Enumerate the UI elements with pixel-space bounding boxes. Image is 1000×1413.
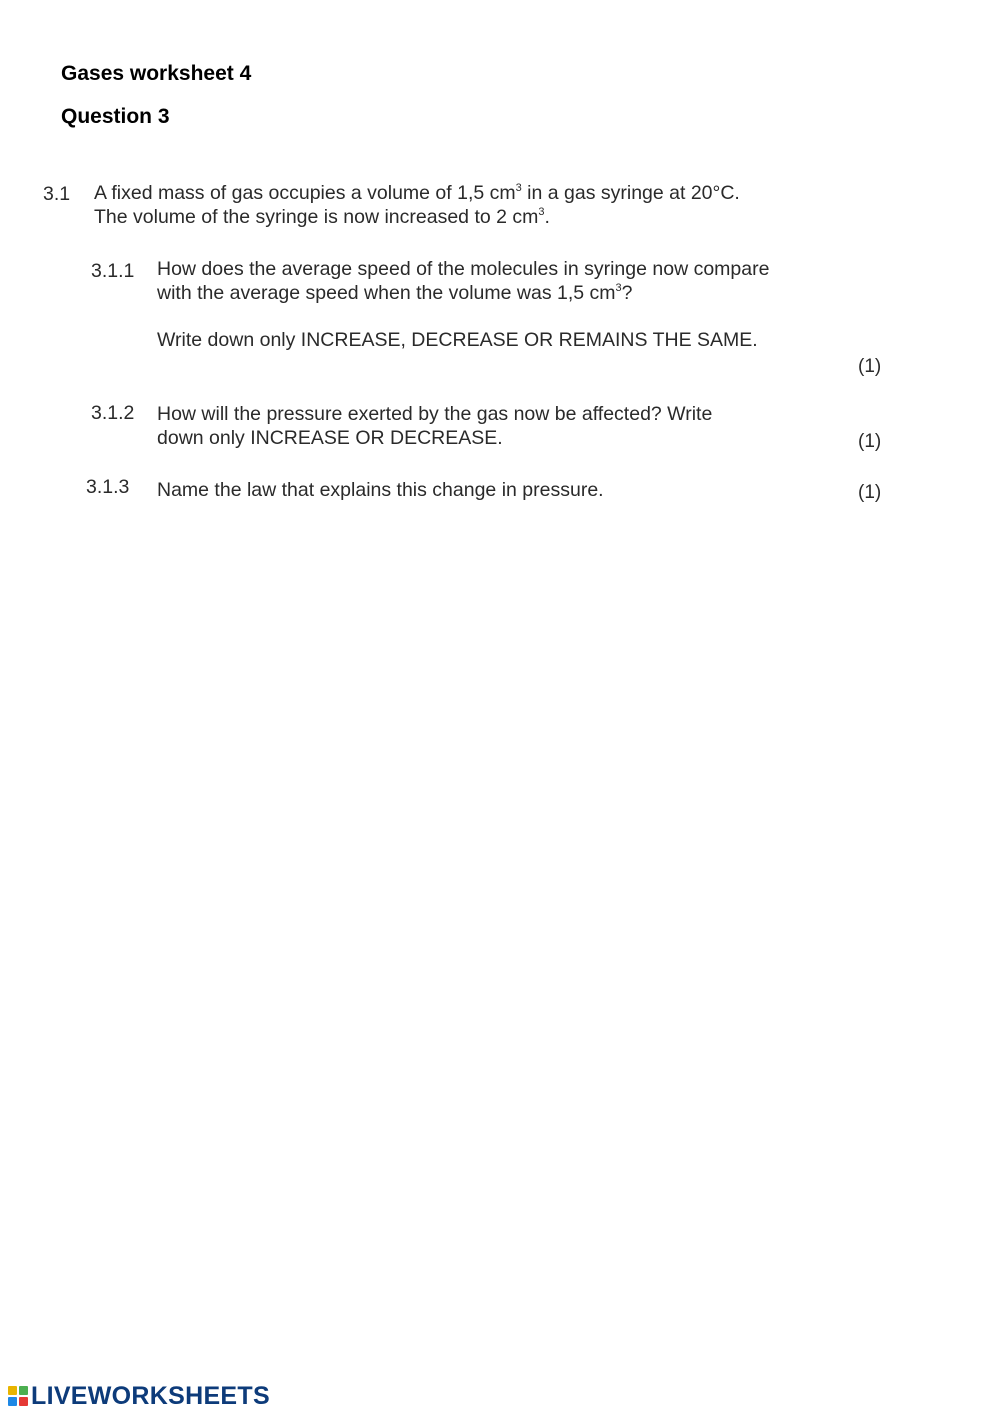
text-line: The volume of the syringe is now increased to 2 $cm^3$. [94,206,550,228]
text-line: down only INCREASE OR DECREASE. [157,427,503,449]
question-instruction: Write down only INCREASE, DECREASE OR REMAINS THE SAME. [157,329,758,351]
question-number: 3.1 [43,183,71,205]
question-text [157,402,712,450]
liveworksheets-logo [8,1383,270,1409]
marks-label: (1) [858,356,882,377]
question-heading: Question 3 [61,105,170,128]
logo-tile [19,1386,28,1395]
text-line: with the average speed when the volume was 1,5 $cm^3$? [157,282,633,304]
logo-tile [8,1397,17,1406]
text-line: How does the average speed of the molecules in syringe now compare [157,258,770,280]
question-text [157,257,769,305]
logo-tiles-icon [8,1386,28,1406]
question-text: Name the law that explains this change in pressure. [157,479,604,501]
logo-tile [19,1397,28,1406]
question-number: 3.1.2 [91,402,135,424]
text-line: How will the pressure exerted by the gas now be affected? Write [157,403,713,425]
marks-label: (1) [858,482,882,503]
question-text [94,181,740,229]
worksheet-title: Gases worksheet 4 [61,62,252,85]
question-number: 3.1.3 [86,476,130,498]
question-number: 3.1.1 [91,260,135,282]
logo-text: LIVEWORKSHEETS [31,1381,270,1410]
marks-label: (1) [858,431,882,452]
text-line: A fixed mass of gas occupies a volume of 1,5 $cm^3$ in a gas syringe at 20°C. [94,182,740,204]
logo-tile [8,1386,17,1395]
